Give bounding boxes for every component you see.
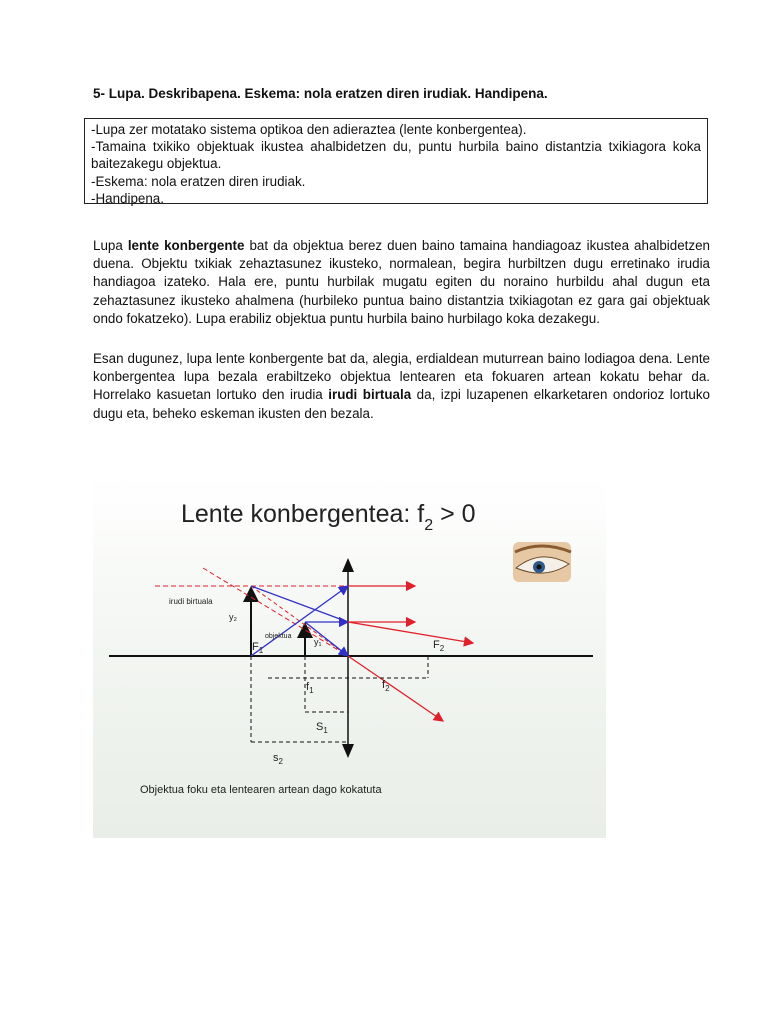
label-f2: $f_2$	[382, 679, 390, 693]
lens-diagram-svg	[93, 476, 606, 838]
text-run: bat da objektua berez duen baino tamaina handiagoaz ikustea ahalbidetzen duena. Objektu txikiak zehaztasunez ikusteko, normalean, begira hurbiltzen dugu erretinako irudia handiagoa izateko. Hala ere, puntu hurbilak mugatu egiten du noraino hurbildu ahal dugun eta zehaztasunez ikusteko ahalmena (hurbileko puntua baino distantzia txikiagotan ez gara gai objektuak ondo fokatzeko). Lupa erabiliz objektua puntu hurbila baino hurbilago koka dezakegu.	[93, 238, 710, 326]
red-ray-down	[348, 656, 443, 721]
label-s2: $s_2$	[273, 752, 283, 766]
objective-line: -Eskema: nola eratzen diren irudiak.	[91, 173, 306, 189]
label-f1: $f_1$	[306, 681, 314, 695]
ray-extension-diagonal	[203, 568, 348, 656]
lens-arrow-top	[342, 558, 354, 572]
blue-ray-4	[251, 586, 348, 622]
label-virtual-image: irudi birtuala	[169, 597, 213, 606]
lens-diagram	[93, 476, 606, 838]
blue-ray-3	[305, 622, 348, 656]
label-F1: $F_1$	[252, 641, 264, 655]
objective-line: -Handipena.	[91, 190, 164, 206]
red-ray-focus	[348, 622, 473, 643]
objective-line: -Lupa zer motatako sistema optikoa den adieraztea (lente konbergentea).	[91, 122, 527, 137]
objective-line: -Tamaina txikiko objektuak ikustea ahalbidetzen du, puntu hurbila baino distantzia txikiagora koka baitezakegu objektua.	[91, 139, 701, 172]
text-run: da, izpi luzapenen elkarketaren ondorioz lortuko dugu eta, beheko eskeman ikusten den bezala.	[93, 387, 710, 421]
text-run: Esan dugunez, lupa lente konbergente bat da, alegia, erdialdean muturrean baino lodiagoa dena. Lente konbergentea lupa bezala erabiltzeko objektua lentearen eta fokuaren artean kokatu behar da. Horrelako kasuetan lortuko den irudia	[93, 351, 710, 403]
bold-term: irudi birtuala	[328, 387, 412, 403]
label-s1: $S_1$	[316, 721, 328, 735]
section-heading: 5- Lupa. Deskribapena. Eskema: nola eratzen diren irudiak. Handipena.	[93, 86, 548, 101]
label-y1: y₁	[314, 637, 322, 647]
objectives-box	[84, 118, 708, 204]
diagram-title: Lente konbergentea: $f_2 > 0$	[181, 500, 476, 534]
label-y2: y₂	[229, 612, 237, 622]
diagram-caption: Objektua foku eta lentearen artean dago kokatuta	[140, 784, 382, 796]
lens-arrow-bottom	[342, 744, 354, 758]
paragraph-lupa	[93, 237, 710, 328]
distance-guides	[251, 656, 428, 742]
eye-icon	[513, 542, 571, 582]
label-F2: $F_2$	[433, 639, 445, 653]
bold-term: lente konbergente	[127, 238, 245, 253]
paragraph-image	[93, 350, 710, 423]
label-object: objektua	[265, 633, 292, 640]
text-run: Lupa	[93, 238, 128, 253]
